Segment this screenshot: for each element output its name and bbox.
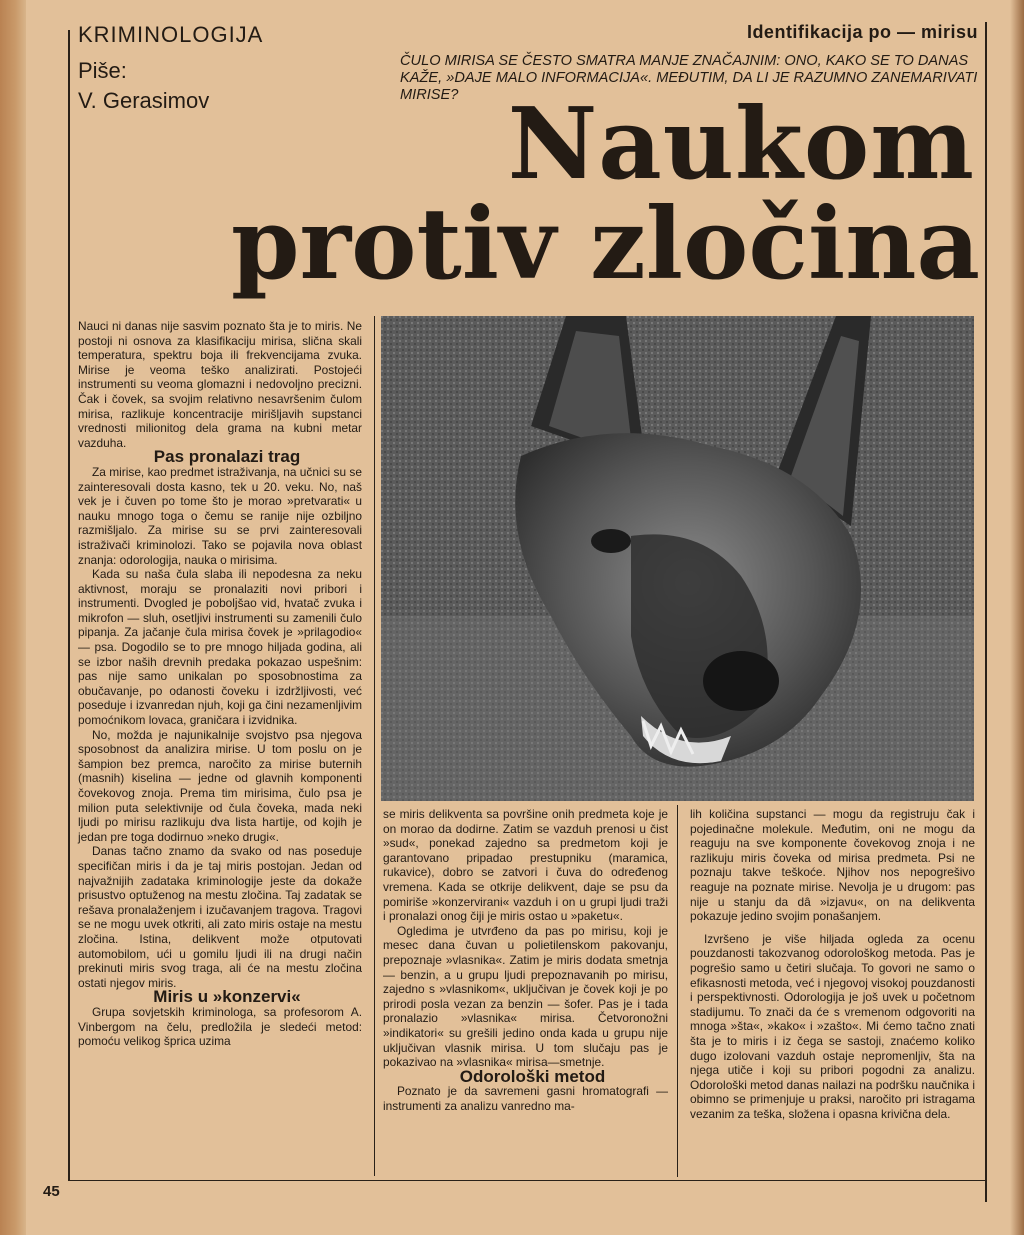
- article-column-2: [383, 807, 668, 1179]
- page-binding-edge: [0, 0, 26, 1235]
- article-paragraph: lih količina supstanci — mogu da registruju čak i pojedinačne molekule. Međutim, oni ne mogu da reaguju na sve komponente čovekovog znoja i ne razlikuju miris čoveka od mirisa predmeta. Psi ne poznaju takve teškoće. Njihov nos nepogrešivo reaguje na poznate mirise. Nevolja je u drugom: pas nije u stanju da dâ »izjavu«, on na delikventa pokazuje jedino svojim ponašanjem.: [690, 807, 975, 924]
- topic-label: Identifikacija po — mirisu: [746, 22, 978, 42]
- byline-label: Piše:: [78, 58, 127, 83]
- column-rule-1: [374, 316, 375, 1176]
- dog-illustration: [381, 316, 974, 801]
- section-label: KRIMINOLOGIJA: [78, 22, 264, 47]
- subheading-odoroloski-metod: Odorološki metod: [459, 1066, 606, 1086]
- article-paragraph: Poznato je da savremeni gasni hromatografi — instrumenti za analizu vanredno ma-: [383, 1084, 668, 1113]
- article-intro: Nauci ni danas nije sasvim poznato šta je to miris. Ne postoji ni osnova za klasifikaciju mirisa, slična skali temperatura, spektru boja ili frekvencijama zvuka. Mirise je veoma teško analizirati. Postojeći instrumenti su veoma glomazni i nedovoljno precizni. Čak i čovek, sa svojim relativno nesavršenim čulom mirisa, razlikuje koncentracije mirišljavih supstanci vrednosti milionitog dela grama na kubni metar vazduha.: [78, 319, 362, 450]
- article-column-1: [78, 319, 362, 1184]
- subheading-miris-u-konzervi: Miris u »konzervi«: [153, 987, 301, 1007]
- article-paragraph: Grupa sovjetskih kriminologa, sa profesorom A. Vinbergom na čelu, predložila je sledeći metod: pomoću velikog šprica uzima: [78, 1004, 362, 1049]
- frame-rule-left: [68, 30, 70, 1180]
- frame-rule-right: [985, 22, 987, 1202]
- dog-photo: [381, 316, 974, 801]
- column-rule-2: [677, 805, 678, 1177]
- subheading-pas-pronalazi-trag: Pas pronalazi trag: [153, 447, 301, 467]
- article-paragraph: Ogledima je utvrđeno da pas po mirisu, koji je mesec dana čuvan u polietilenskom pakovanju, prepoznaje »vlasnika«. Zatim je miris dodata smetnja — benzin, a u grupu ljudi prepoznavanih po mirisu, zajedno s »vlasnikom«, uključivan je čovek koji je po prirodi posla vezan za benzin — šofer. Pas je i tada pronalazio »vlasnika« mirisa. Četvoronožni »indikatori« su grešili jedino onda kada u grupu nije uključivan vlasnik mirisa. U tom slučaju pas je pokazivao na »vlasnika« mirisa—smetnje.: [383, 923, 668, 1070]
- article-paragraph: Izvršeno je više hiljada ogleda za ocenu pouzdanosti takozvanog odorološkog metoda. Pas je pogrešio samo u četiri slučaja. To govori ne samo o efikasnosti metoda, već i njegovoj visokoj pouzdanosti i perspektivnosti. Odorologija je još uvek u početnom stadijumu. To znači da će s vremenom odgovoriti na mnoga »šta«, »kako« i »zašto«. Mi ćemo tačno znati šta je to miris i iz čega se sastoji, znaćemo koliko dugo izolovani vazduh ostaje nepromenljiv, šta na njega utiče i koji su pribori pogodni za analizu. Odorološki metod danas nailazi na podršku naučnika i obimno se primenjuje u praksi, naročito pri istragama vezanim za teška, složena i opasna krivična dela.: [690, 931, 975, 1121]
- headline-line-2: protiv zločina: [231, 187, 980, 302]
- author-name: V. Gerasimov: [78, 88, 210, 113]
- article-paragraph: No, možda je najunikalnije svojstvo psa njegova sposobnost da analizira mirise. U tom poslu on je šampion bez premca, naročito za mirise buternih (masnih) kiselina — jedne od glavnih komponenti čovekovog znoja. Prema tim mirisima, čulo psa je milion puta selektivnije od čula čoveka, mada neki ljudi po mirisu razlikuju dva lista hartije, od kojih je jedan pre toga dodirnuo »neko drugi«.: [78, 727, 362, 844]
- article-paragraph: Kada su naša čula slaba ili nepodesna za neku aktivnost, moraju se pronalaziti novi pribori i instrumenti. Dvogled je pobolјšao vid, hvatač zvuka i mikrofon — sluh, osetljivi instrumenti su zamenili čulo pipanja. Za jačanje čula mirisa čovek je »prilagodio« — psa. Dogodilo se to pre mnogo hiljada godina, ali se izbor naših drevnih predaka pokazao uspešnim: pas nije samo unikalan po sposobnostima za obučavanje, po odanosti čoveku i izdržljivosti, već poseduje i izvanredan njuh, koji ga čini nezamenljivim pomoćnikom lovaca, graničara i izvidnika.: [78, 567, 362, 728]
- headline-line-1: Naukom: [507, 87, 975, 202]
- article-column-3: [690, 807, 975, 1179]
- article-paragraph: Za mirise, kao predmet istraživanja, na učnici su se zainteresovali dosta kasno, tek u 20. veku. No, naš vek je i čuven po tome što je morao »pretvarati« u nauku mnogo toga o čemu se ranije nije ozbiljno razmišljalo. Za mirise su se prvi zainteresovali istraživači kriminolozi. Tako se pojavila nova oblast znanja: odorologija, nauka o mirisima.: [78, 464, 362, 567]
- article-paragraph: se miris delikventa sa površine onih predmeta koje je on morao da dodirne. Zatim se vazduh prenosi u čist »sud«, ponekad zajedno sa predmetom koji je garantovano pripadao prestupniku (maramica, rukavice), dobro se zatvori i čuva do određenog vremena. Kada se otkrije delikvent, daje se psu da pomiriše »konzervirani« vazduh i on u grupi ljudi traži i pronalazi onog čiji je miris ostao u »paketu«.: [383, 807, 668, 924]
- page-number: 45: [43, 1183, 60, 1200]
- article-paragraph: Danas tačno znamo da svako od nas poseduje specifičan miris i da je taj miris postojan. Jedan od najvažnijih zadataka kriminologije jeste da dokaže prisustvo optuženog na mestu zločina. Taj zadatak se rešava pronalaženjem i izučavanjem tragova. Tragovi se ne mogu uvek otkriti, ali zato miris ostaje na mestu zločina. Istina, delikvent može otputovati automobilom, ući u gomilu ljudi ili na drugi način prekinuti miris svog traga, ali će na mestu zločina ostati njegov miris.: [78, 844, 362, 990]
- page-outer-edge: [1010, 0, 1024, 1235]
- article-deck: ČULO MIRISA SE ČESTO SMATRA MANJE ZNAČAJNIM: ONO, KAKO SE TO DANAS KAŽE, »DAJE MALO INFORMACIJA«. MEĐUTIM, DA LI JE RAZUMNO ZANEMARIVATI MIRISE?: [400, 53, 978, 103]
